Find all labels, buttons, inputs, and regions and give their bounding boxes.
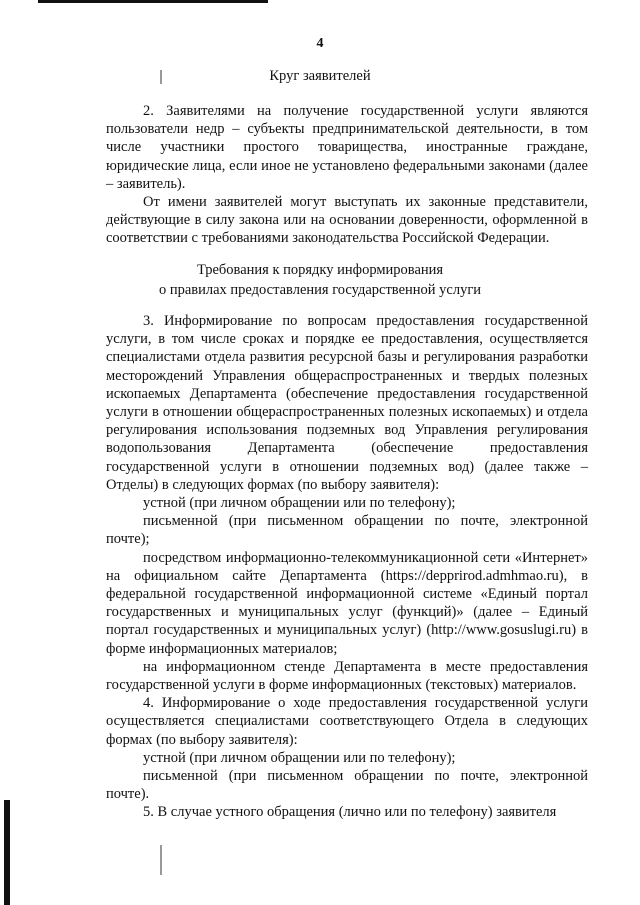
document-body-continued (106, 312, 588, 822)
heading-line: о правилах предоставления государственной услуги (158, 282, 482, 298)
paragraph: 5. В случае устного обращения (лично или по телефону) заявителя (143, 804, 557, 821)
paragraph: письменной (при письменном обращении по почте, электронной почте); (106, 513, 588, 548)
paragraph: на информационном стенде Департамента в месте предоставления государственной услуги в форме информационных (текстовых) материалов. (106, 658, 588, 694)
heading-line: Требования к порядку информирования (196, 262, 444, 278)
paragraph: От имени заявителей могут выступать их законные представители, действующие в силу закона или на основании доверенности, оформленной в соответствии с требованиями законодательства Российской Федерации. (106, 194, 588, 247)
heading-information-requirements (0, 260, 640, 300)
paragraph: 4. Информирование о ходе предоставления государственной услуги осуществляется специалистами соответствующего Отдела в следующих формах (по выбору заявителя): (106, 695, 588, 748)
document-body (106, 102, 588, 248)
heading-applicants (0, 66, 640, 86)
scan-artifact-top-line (38, 0, 268, 3)
paragraph: устной (при личном обращении или по телефону); (143, 495, 456, 512)
paragraph: письменной (при письменном обращении по почте, электронной почте). (106, 768, 588, 803)
heading-applicants-text: Круг заявителей (269, 68, 371, 84)
paragraph: 2. Заявителями на получение государственной услуги являются пользователи недр – субъекты предпринимательской деятельности, в том числе участники простого товарищества, иностранные граждане, юридические лица, если иное не установлено федеральными законами (далее – заявитель). (106, 103, 588, 192)
paragraph: 3. Информирование по вопросам предоставления государственной услуги, в том числе сроках и порядке ее предоставления, осуществляется специалистами отдела развития ресурсной базы и регулирования разработки месторождений Управления общераспространенных и твердых полезных ископаемых Департамента (обеспечение предоставления государственной услуги в отношении общераспространенных полезных ископаемых) и отдела регулирования использования подземных вод Управления регулирования водопользования Департамента (обеспечение предоставления государственной услуги в отношении подземных вод) (далее также – Отделы) в следующих формах (по выбору заявителя): (106, 313, 588, 493)
paragraph: устной (при личном обращении или по телефону); (143, 749, 456, 766)
paragraph: посредством информационно-телекоммуникационной сети «Интернет» на официальном сайте Департамента (https://depprirod.admhmao.ru), в федеральной государственной информационной системе «Единый портал государственных и муниципальных услуг (функций)» (далее – Единый портал государственных и муниципальных услуг) (http://www.gosuslugi.ru) в форме информационных материалов; (106, 549, 588, 657)
scan-artifact-dot (160, 845, 162, 875)
scan-artifact-left-edge (4, 800, 10, 905)
page-number: 4 (316, 36, 324, 51)
